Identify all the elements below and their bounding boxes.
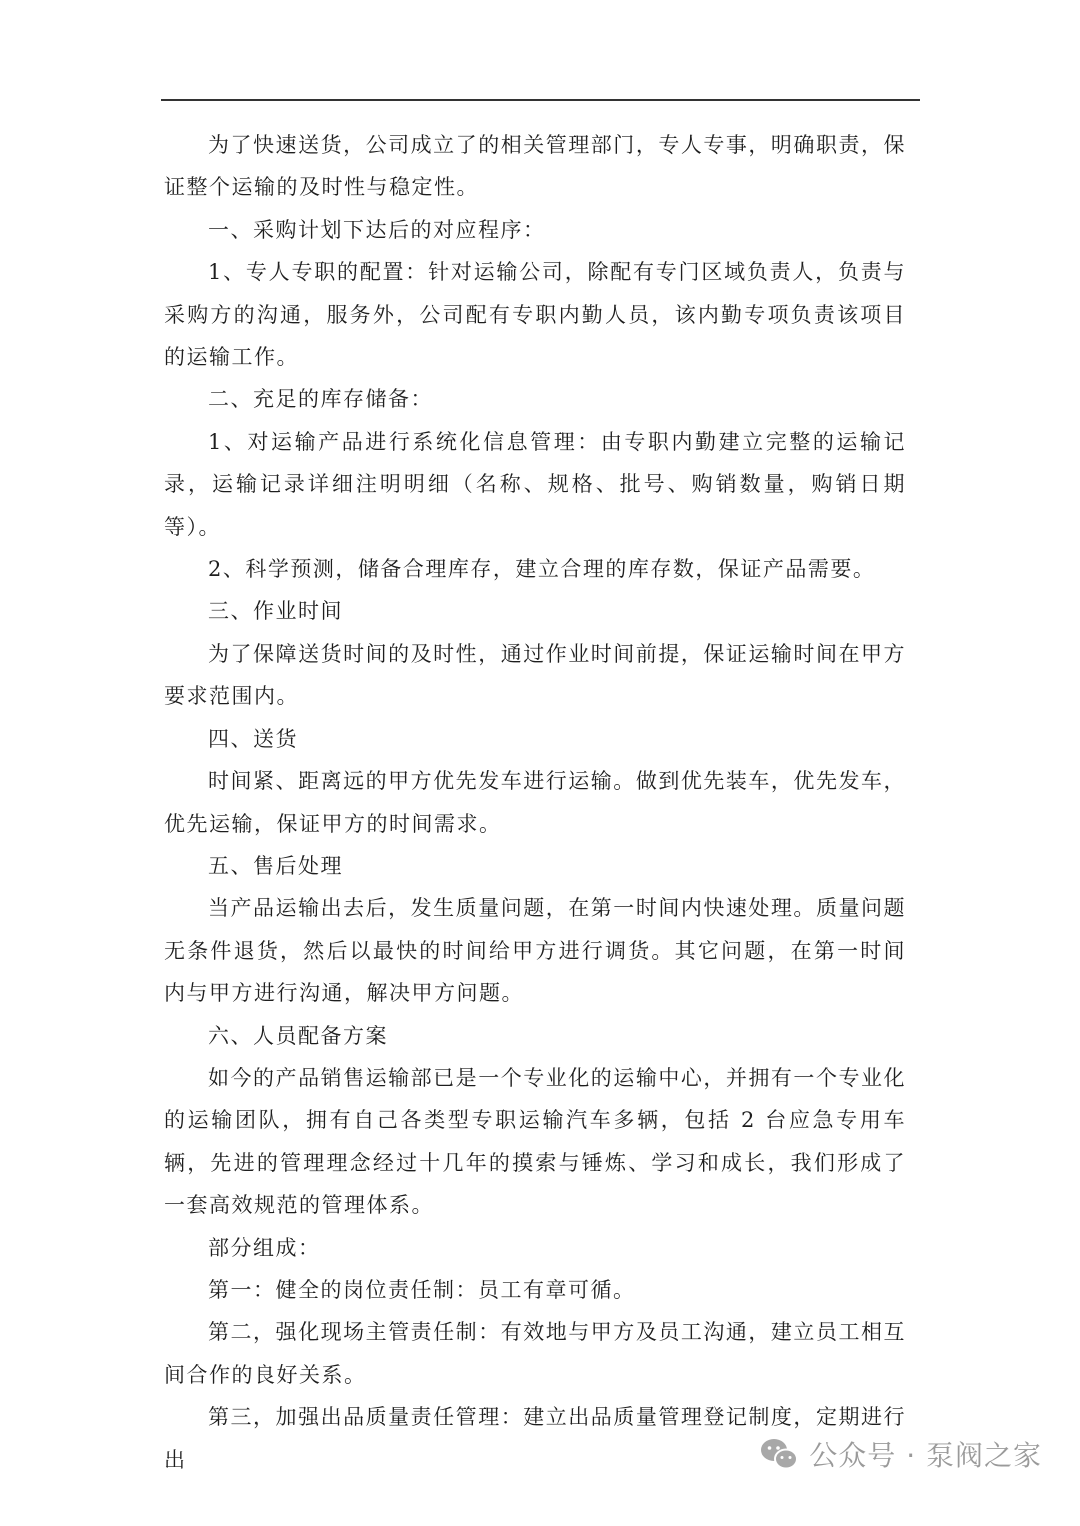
section-heading: 一、采购计划下达后的对应程序： [208,217,546,242]
section-heading: 五、售后处理 [208,853,343,878]
section-heading: 六、人员配备方案 [208,1023,388,1048]
paragraph: 1、专人专职的配置：针对运输公司，除配有专门区域负责人，负责与采购方的沟通，服务外，公司配有专职内勤人员，该内勤专项负责该项目的运输工作。 [164,260,906,370]
paragraph: 第一：健全的岗位责任制：员工有章可循。 [208,1277,636,1302]
paragraph: 为了快速送货，公司成立了的相关管理部门，专人专事，明确职责，保证整个运输的及时性与稳定性。 [164,133,906,200]
section-heading: 二、充足的库存储备： [208,387,433,412]
section-heading: 三、作业时间 [208,599,343,624]
paragraph: 如今的产品销售运输部已是一个专业化的运输中心，并拥有一个专业化的运输团队，拥有自己各类型专职运输汽车多辆，包括 2 台应急专用车辆，先进的管理理念经过十几年的摸索与锤炼、学习和成长，我们形成了一套高效规范的管理体系。 [164,1065,906,1218]
wechat-icon [759,1437,799,1471]
paragraph: 为了保障送货时间的及时性，通过作业时间前提，保证运输时间在甲方要求范围内。 [164,641,906,709]
paragraph: 当产品运输出去后，发生质量问题，在第一时间内快速处理。质量问题无条件退货，然后以最快的时间给甲方进行调货。其它问题，在第一时间内与甲方进行沟通，解决甲方问题。 [164,896,906,1006]
section-heading: 四、送货 [208,726,298,751]
watermark-text: 公众号 · 泵阀之家 [809,1439,1042,1472]
header-rule [161,99,920,101]
paragraph: 第三，加强出品质量责任管理：建立出品质量管理登记制度，定期进行出 [164,1405,906,1472]
paragraph: 部分组成： [208,1235,321,1260]
paragraph: 第二，强化现场主管责任制：有效地与甲方及员工沟通，建立员工相互间合作的良好关系。 [164,1320,906,1387]
paragraph: 1、对运输产品进行系统化信息管理：由专职内勤建立完整的运输记录，运输记录详细注明明细（名称、规格、批号、购销数量，购销日期等）。 [164,429,906,539]
document-body [164,124,906,1481]
paragraph: 2、科学预测，储备合理库存，建立合理的库存数，保证产品需要。 [208,557,876,582]
paragraph: 时间紧、距离远的甲方优先发车进行运输。做到优先装车，优先发车，优先运输，保证甲方的时间需求。 [164,769,906,836]
watermark [759,1434,1042,1474]
